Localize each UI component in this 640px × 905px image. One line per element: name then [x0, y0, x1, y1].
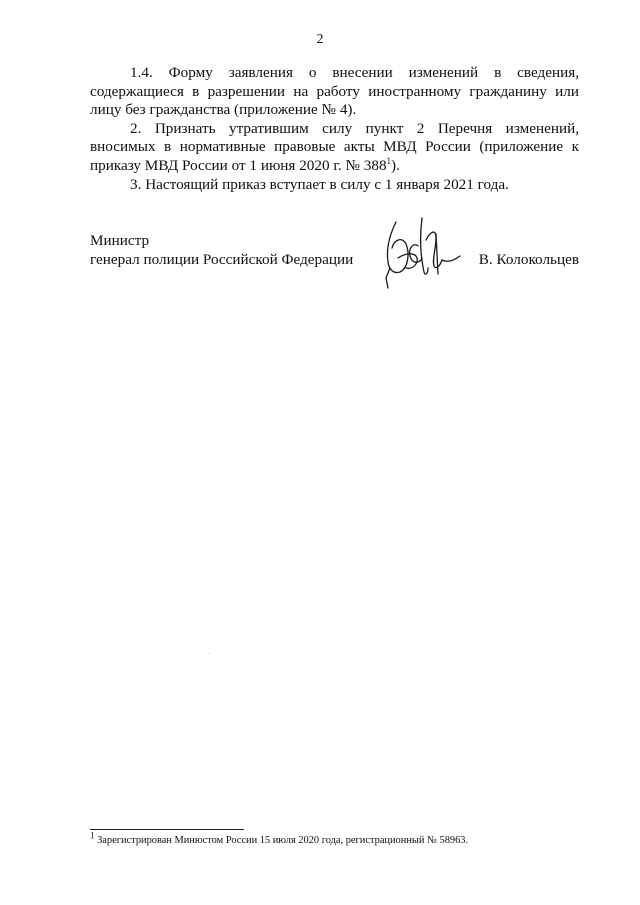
signature-block [90, 232, 579, 302]
paragraph-2 [90, 120, 579, 176]
handwritten-signature [376, 214, 486, 294]
footnote-text: Зарегистрирован Минюстом России 15 июля 2020 года, регистрационный № 58963. [94, 835, 469, 846]
paragraph-3: 3. Настоящий приказ вступает в силу с 1 января 2021 года. [130, 175, 509, 193]
footnote-reference: 1 [386, 155, 392, 166]
paragraph-2-text: 2. Признать утратившим силу пункт 2 Перечня изменений, вносимых в нормативные правовые акты МВД России (приложение к приказу МВД России от 1 июня 2020 г. № 388 [90, 119, 579, 174]
paragraph-2-tail: ). [391, 156, 400, 174]
footnote-separator [90, 829, 244, 830]
document-body [90, 64, 579, 194]
paragraph-1-4: 1.4. Форму заявления о внесении изменений в сведения, содержащиеся в разрешении на работу иностранному гражданину или лицу без гражданства (приложение № 4). [90, 64, 579, 119]
page-number: 2 [316, 32, 324, 47]
scan-speck [209, 653, 210, 654]
signer-name: В. Колокольцев [478, 251, 579, 268]
signer-position: Министр [90, 232, 150, 249]
signer-rank: генерал полиции Российской Федерации [90, 251, 354, 268]
footnote [90, 830, 590, 847]
footnote-marker: 1 [90, 830, 95, 841]
